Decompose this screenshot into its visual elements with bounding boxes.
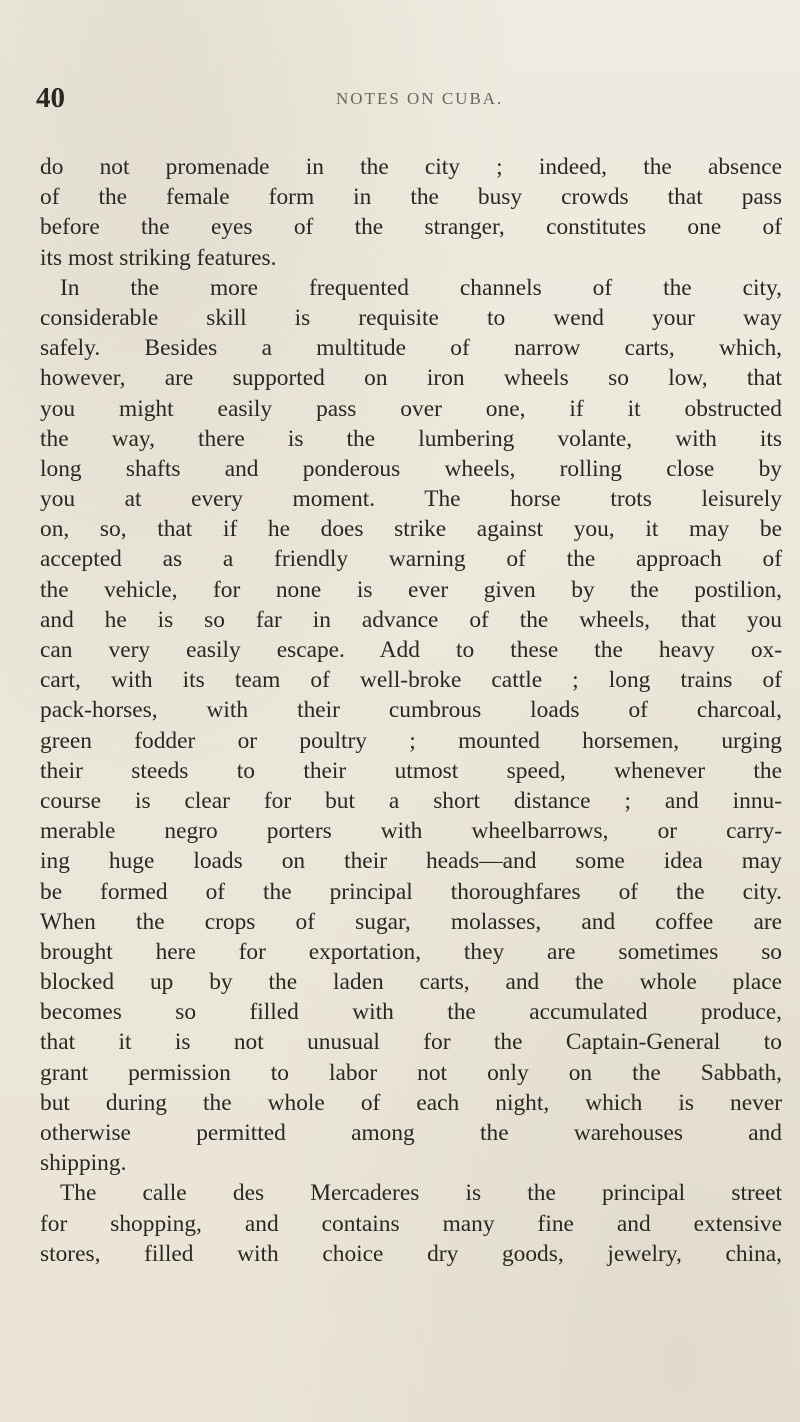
text-line: but during the whole of each night, which is never bbox=[40, 1089, 782, 1116]
running-head bbox=[36, 82, 776, 122]
text-line: be formed of the principal thoroughfares of the city. bbox=[40, 878, 782, 905]
text-line: and he is so far in advance of the wheels, that you bbox=[40, 606, 782, 633]
text-line: its most striking features. bbox=[40, 244, 277, 271]
text-line: pack-horses, with their cumbrous loads of charcoal, bbox=[40, 697, 782, 724]
text-line: accepted as a friendly warning of the approach of bbox=[40, 546, 782, 573]
text-line: that it is not unusual for the Captain-General to bbox=[40, 1029, 782, 1056]
text-line: of the female form in the busy crowds that pass bbox=[40, 184, 782, 211]
text-line: When the crops of sugar, molasses, and coffee are bbox=[40, 908, 782, 935]
text-line: becomes so filled with the accumulated produce, bbox=[40, 999, 782, 1026]
running-head-title: NOTES ON CUBA. bbox=[336, 89, 504, 108]
text-line: for shopping, and contains many fine and extensive bbox=[40, 1210, 782, 1237]
text-line: considerable skill is requisite to wend your way bbox=[40, 304, 782, 331]
text-line: their steeds to their utmost speed, whenever the bbox=[40, 757, 782, 784]
page-number: 40 bbox=[36, 82, 65, 114]
text-line: merable negro porters with wheelbarrows, or carry- bbox=[40, 818, 782, 845]
text-line: do not promenade in the city ; indeed, the absence bbox=[40, 154, 782, 180]
text-line: course is clear for but a short distance ; and innu- bbox=[40, 787, 782, 814]
text-line: can very easily escape. Add to these the heavy ox- bbox=[40, 637, 782, 663]
text-line: blocked up by the laden carts, and the whole place bbox=[40, 969, 782, 996]
text-line: brought here for exportation, they are sometimes so bbox=[40, 938, 782, 965]
text-line: grant permission to labor not only on the Sabbath, bbox=[40, 1059, 782, 1086]
text-line: shipping. bbox=[40, 1150, 127, 1177]
text-line: cart, with its team of well-broke cattle ; long trains of bbox=[40, 667, 782, 694]
text-line: green fodder or poultry ; mounted horsemen, urging bbox=[40, 727, 782, 754]
text-line: stores, filled with choice dry goods, jewelry, china, bbox=[40, 1240, 782, 1267]
text-line: you at every moment. The horse trots leisurely bbox=[40, 486, 782, 513]
text-line: however, are supported on iron wheels so low, that bbox=[40, 365, 782, 392]
text-line: on, so, that if he does strike against you, it may be bbox=[40, 516, 782, 543]
text-line: before the eyes of the stranger, constitutes one of bbox=[40, 214, 782, 241]
text-line: ing huge loads on their heads—and some idea may bbox=[40, 848, 782, 875]
text-line: the vehicle, for none is ever given by the postilion, bbox=[40, 576, 782, 603]
body-text bbox=[40, 152, 782, 1269]
text-line: safely. Besides a multitude of narrow carts, which, bbox=[40, 335, 782, 362]
text-line: the way, there is the lumbering volante, with its bbox=[40, 425, 782, 452]
text-line: you might easily pass over one, if it obstructed bbox=[40, 395, 782, 422]
text-line: In the more frequented channels of the city, bbox=[60, 274, 782, 301]
text-line: The calle des Mercaderes is the principal street bbox=[60, 1180, 782, 1207]
text-line: otherwise permitted among the warehouses and bbox=[40, 1120, 782, 1146]
text-line: long shafts and ponderous wheels, rolling close by bbox=[40, 455, 782, 482]
